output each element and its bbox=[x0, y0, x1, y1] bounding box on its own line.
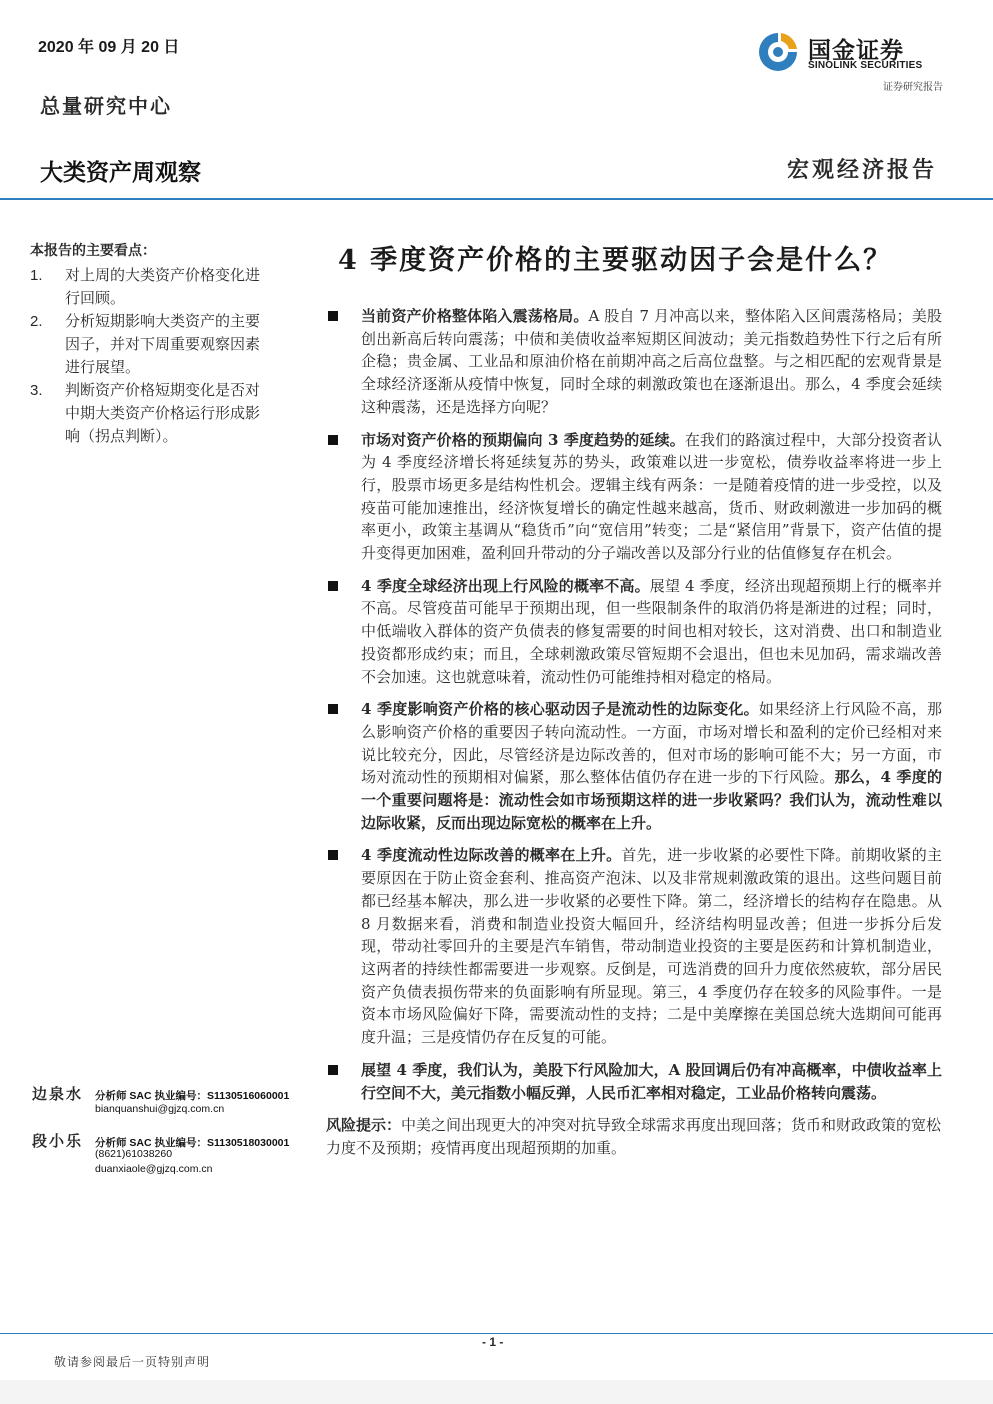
key-point-text: 对上周的大类资产价格变化进行回顾。 bbox=[65, 266, 261, 307]
bullet-text: 展望 4 季度，经济出现超预期上行的概率并不高。尽管疫苗可能早于预期出现，但一些限制条件的取消仍将是渐进的过程；同时，中低端收入群体的资产负债表的修复需要的时间也相对较长，这对消费、出口和制造业投资都形成约束；而且，全球刺激政策尽管短期不会退出，但也未见加码，需求端改善不会加速。这也就意味着，流动性仍可能维持相对稳定的格局。 bbox=[361, 576, 942, 686]
bullet-square-icon bbox=[328, 581, 338, 591]
key-point-number: 1. bbox=[30, 267, 43, 284]
bullet-text: A 股自 7 月冲高以来，整体陷入区间震荡格局；美股创出新高后转向震荡；中债和美债收益率短期区间波动；美元指数趋势性下行之后有所企稳；贵金属、工业品和原油价格在前期冲高之后高位盘整。与之相匹配的宏观背景是全球经济逐渐从疫情中恢复，同时全球的刺激政策也在逐渐退出。那么，4 季度会延续这种震荡，还是选择方向呢？ bbox=[361, 307, 942, 416]
summary-bullet bbox=[326, 698, 942, 834]
bullet-square-icon bbox=[328, 1065, 338, 1075]
logo-mark-icon bbox=[756, 30, 800, 74]
summary-bullet bbox=[326, 844, 942, 1048]
analyst-email[interactable]: duanxiaole@gjzq.com.cn bbox=[95, 1163, 213, 1175]
bullet-text: 首先，进一步收紧的必要性下降。前期收紧的主要原因在于防止资金套利、推高资产泡沫、以及非常规刺激政策的退出。这些问题目前都已经基本解决，那么进一步收紧的必要性下降。第二，经济增长的结构存在隐患。从 8 月数据来看，消费和制造业投资大幅回升，经济结构明显改善；但进一步拆分后发现，带动社零回升的主要是汽车销售，带动制造业投资的主要是医药和计算机制造业，这两者的持续性都需要进一步观察。反倒是，可选消费的回升力度依然疲软，部分居民资产负债表损伤带来的负面影响有所显现。第三，4 季度仍存在较多的风险事件。一是资本市场风险偏好下降，需要流动性的支持；二是中美摩擦在美国总统大选期间可能再度升温；三是疫情仍存在反复的可能。 bbox=[361, 846, 942, 1047]
analyst-name: 段小乐 bbox=[32, 1132, 84, 1150]
bullet-text: 如果经济上行风险不高，那么影响资产价格的重要因子转向流动性。一方面，市场对增长和盈利的定价已经相对来说比较充分，因此，尽管经济是边际改善的，但对市场的影响可能不大；另一方面，市场对流动性的预期相对偏紧，那么整体估值仍存在进一步的下行风险。 bbox=[361, 700, 942, 787]
report-type: 宏观经济报告 bbox=[786, 157, 937, 183]
bullet-square-icon bbox=[328, 311, 338, 321]
report-category: 证券研究报告 bbox=[883, 82, 943, 93]
header-divider bbox=[0, 198, 993, 200]
key-point-item bbox=[30, 264, 270, 310]
bullet-square-icon bbox=[328, 850, 338, 860]
summary-bullet bbox=[326, 429, 942, 565]
bullet-lead: 4 季度影响资产价格的核心驱动因子是流动性的边际变化。 bbox=[361, 700, 759, 719]
bullet-text: 在我们的路演过程中，大部分投资者认为 4 季度经济增长将延续复苏的势头，政策难以进一步宽松，债券收益率将进一步上行，股票市场更多是结构性机会。逻辑主线有两条：一是随着疫情的进一步受控，以及疫苗可能加速推出，经济恢复增长的确定性越来越高，货币、财政刺激进一步加码的概率更小，政策主基调从“稳货币”向“宽信用”转变；二是“紧信用”背景下，资产估值的提升变得更加困难，盈利回升带动的分子端改善以及部分行业的估值修复存在机会。 bbox=[361, 430, 942, 563]
bullet-square-icon bbox=[328, 704, 338, 714]
footer-divider bbox=[0, 1333, 993, 1334]
series-title: 大类资产周观察 bbox=[40, 159, 201, 185]
risk-warning bbox=[326, 1114, 942, 1159]
bullet-lead: 当前资产价格整体陷入震荡格局。 bbox=[361, 307, 589, 325]
key-point-number: 3. bbox=[30, 382, 43, 399]
bullet-lead: 市场对资产价格的预期偏向 3 季度趋势的延续。 bbox=[361, 430, 685, 449]
key-point-number: 2. bbox=[30, 313, 43, 330]
summary-bullet bbox=[326, 305, 942, 419]
analyst-name: 边泉水 bbox=[32, 1085, 84, 1103]
summary-bullet bbox=[326, 575, 942, 689]
analyst-cert: 分析师 SAC 执业编号：S1130516060001 bbox=[95, 1090, 290, 1102]
company-logo bbox=[756, 30, 946, 76]
research-center-name: 总量研究中心 bbox=[40, 94, 172, 118]
analyst-block bbox=[32, 1083, 312, 1123]
logo-english-name: SINOLINK SECURITIES bbox=[808, 60, 923, 71]
disclaimer-note: 敬请参阅最后一页特别声明 bbox=[54, 1355, 211, 1369]
logo-chinese-name: 国金证券 bbox=[808, 37, 904, 63]
key-points-heading: 本报告的主要看点： bbox=[30, 243, 156, 259]
risk-label: 风险提示： bbox=[326, 1116, 402, 1135]
analyst-phone: (8621)61038260 bbox=[95, 1148, 173, 1160]
report-title: 4 季度资产价格的主要驱动因子会是什么？ bbox=[338, 245, 893, 276]
key-point-text: 分析短期影响大类资产的主要因子，并对下周重要观察因素进行展望。 bbox=[65, 312, 261, 376]
key-point-item bbox=[30, 379, 270, 448]
bullet-lead: 4 季度全球经济出现上行风险的概率不高。 bbox=[361, 576, 650, 595]
analyst-cert: 分析师 SAC 执业编号：S1130518030001 bbox=[95, 1137, 290, 1149]
risk-text: 中美之间出现更大的冲突对抗导致全球需求再度出现回落；货币和财政政策的宽松力度不及预期；疫情再度出现超预期的加重。 bbox=[326, 1116, 942, 1157]
bullet-lead: 展望 4 季度，我们认为，美股下行风险加大，A 股回调后仍有冲高概率，中债收益率上行空间不大，美元指数小幅反弹，人民币汇率相对稳定，工业品价格转向震荡。 bbox=[361, 1060, 942, 1102]
report-date: 2020 年 09 月 20 日 bbox=[38, 39, 180, 56]
key-point-text: 判断资产价格短期变化是否对中期大类资产价格运行形成影响（拐点判断）。 bbox=[65, 381, 261, 445]
summary-bullet bbox=[326, 1059, 942, 1104]
bullet-lead: 4 季度流动性边际改善的概率在上升。 bbox=[361, 846, 622, 865]
key-point-item bbox=[30, 310, 270, 379]
footer-band bbox=[0, 1380, 993, 1404]
analyst-email[interactable]: bianquanshui@gjzq.com.cn bbox=[95, 1103, 225, 1115]
main-body bbox=[326, 305, 942, 1160]
bullet-square-icon bbox=[328, 435, 338, 445]
analyst-block bbox=[32, 1130, 312, 1180]
key-points-sidebar bbox=[30, 240, 270, 448]
page-number: - 1 - bbox=[482, 1335, 504, 1349]
bullet-tail: 那么，4 季度的一个重要问题将是：流动性会如市场预期这样的进一步收紧吗？我们认为，流动性难以边际收紧，反而出现边际宽松的概率在上升。 bbox=[361, 768, 942, 832]
